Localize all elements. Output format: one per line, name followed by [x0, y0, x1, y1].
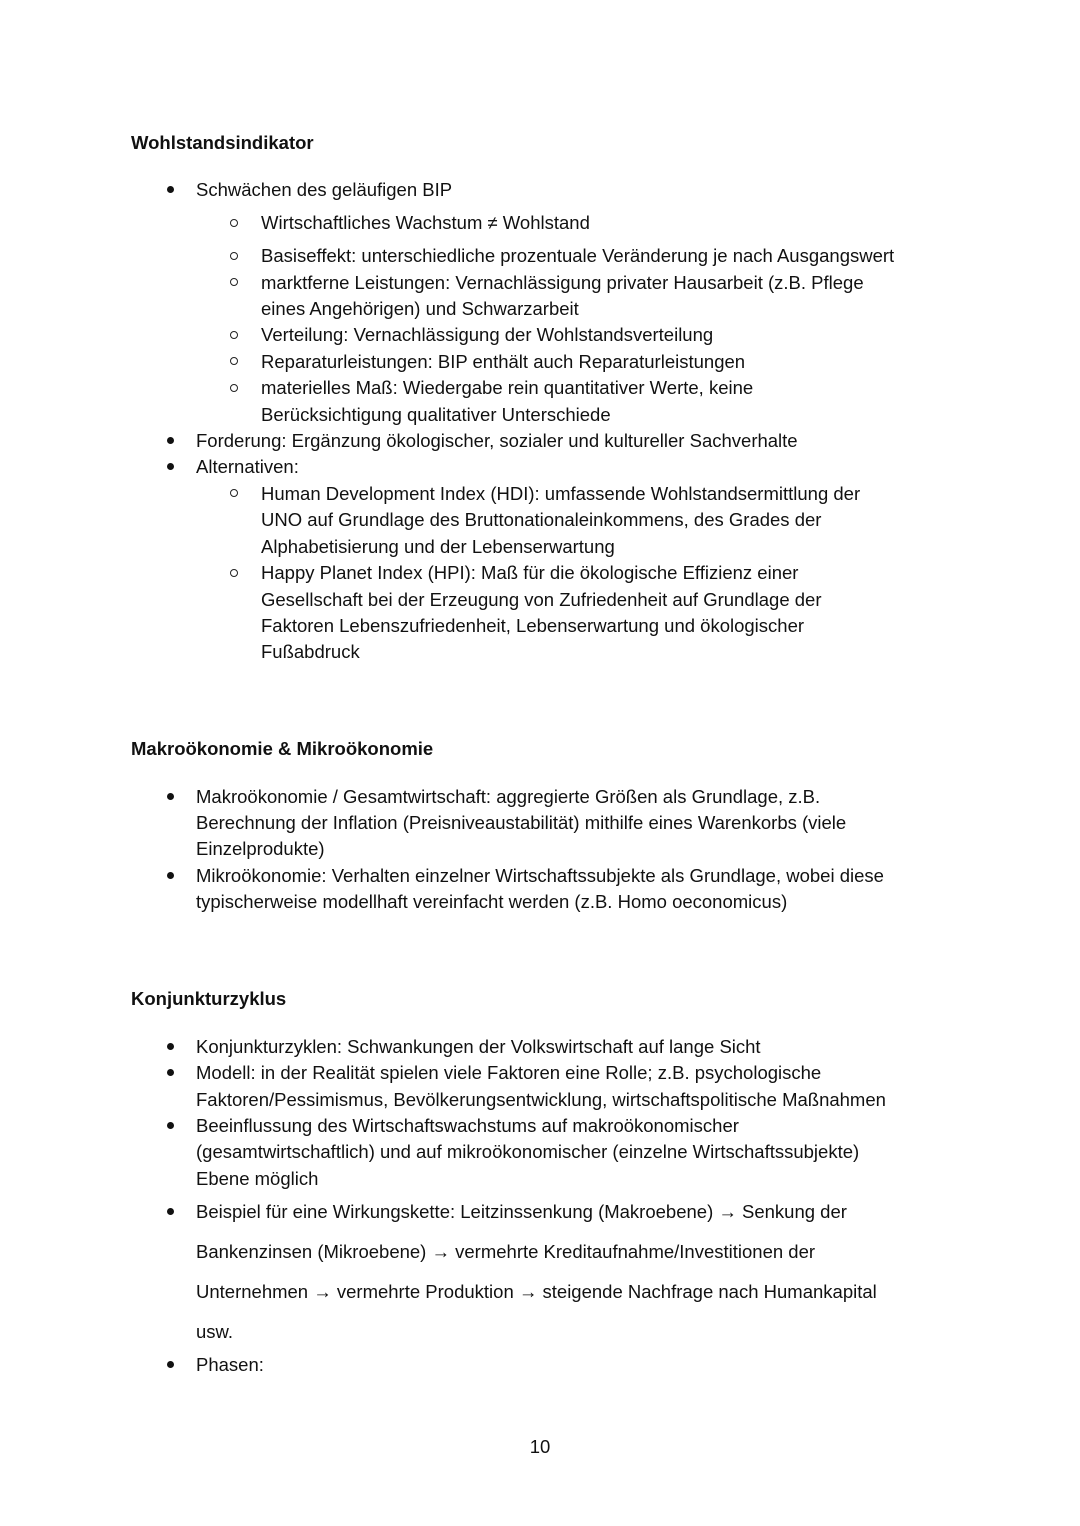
section-heading-konjunkturzyklus: Konjunkturzyklus	[131, 988, 287, 1009]
sub-list-item-continued: Faktoren Lebenszufriedenheit, Lebenserwartung und ökologischer	[261, 615, 805, 636]
sub-bullet-icon	[230, 384, 238, 392]
section-heading-makro-mikro: Makroökonomie & Mikroökonomie	[131, 738, 434, 759]
sub-bullet-icon	[230, 489, 238, 497]
bullet-icon	[167, 793, 174, 800]
bullet-icon	[167, 1069, 174, 1076]
list-item-continued: (gesamtwirtschaftlich) und auf mikroökonomischer (einzelne Wirtschaftssubjekte)	[196, 1141, 860, 1162]
list-item-continued: usw.	[196, 1321, 234, 1342]
bullet-icon	[167, 872, 174, 879]
page-number: 10	[529, 1436, 551, 1457]
sub-list-item: marktferne Leistungen: Vernachlässigung privater Hausarbeit (z.B. Pflege	[261, 272, 864, 293]
list-item: Forderung: Ergänzung ökologischer, sozialer und kultureller Sachverhalte	[196, 430, 798, 451]
sub-list-item: Reparaturleistungen: BIP enthält auch Reparaturleistungen	[261, 351, 746, 372]
list-item-continued: Einzelprodukte)	[196, 838, 325, 859]
list-item: Makroökonomie / Gesamtwirtschaft: aggregierte Größen als Grundlage, z.B.	[196, 786, 821, 807]
sub-bullet-icon	[230, 252, 238, 260]
sub-list-item: Human Development Index (HDI): umfassende Wohlstandsermittlung der	[261, 483, 861, 504]
bullet-icon	[167, 1208, 174, 1215]
sub-list-item: Wirtschaftliches Wachstum ≠ Wohlstand	[261, 212, 590, 233]
list-item: Phasen:	[196, 1354, 264, 1375]
bullet-icon	[167, 437, 174, 444]
bullet-icon	[167, 1361, 174, 1368]
list-item: Modell: in der Realität spielen viele Faktoren eine Rolle; z.B. psychologische	[196, 1062, 822, 1083]
list-item-continued: Ebene möglich	[196, 1168, 319, 1189]
sub-list-item-continued: Alphabetisierung und der Lebenserwartung	[261, 536, 615, 557]
list-item-continued: Berechnung der Inflation (Preisniveaustabilität) mithilfe eines Warenkorbs (viele	[196, 812, 847, 833]
sub-bullet-icon	[230, 331, 238, 339]
sub-list-item-continued: Gesellschaft bei der Erzeugung von Zufriedenheit auf Grundlage der	[261, 589, 822, 610]
list-item: Konjunkturzyklen: Schwankungen der Volkswirtschaft auf lange Sicht	[196, 1036, 761, 1057]
list-item-continued: Bankenzinsen (Mikroebene) → vermehrte Kreditaufnahme/Investitionen der	[196, 1241, 816, 1262]
list-item-continued: Faktoren/Pessimismus, Bevölkerungsentwicklung, wirtschaftspolitische Maßnahmen	[196, 1089, 886, 1110]
list-item-continued: typischerweise modellhaft vereinfacht werden (z.B. Homo oeconomicus)	[196, 891, 788, 912]
section-heading-wohlstandsindikator: Wohlstandsindikator	[131, 132, 314, 153]
sub-list-item-continued: UNO auf Grundlage des Bruttonationaleinkommens, des Grades der	[261, 509, 822, 530]
bullet-icon	[167, 1043, 174, 1050]
sub-bullet-icon	[230, 219, 238, 227]
sub-list-item-continued: Fußabdruck	[261, 641, 360, 662]
bullet-icon	[167, 186, 174, 193]
sub-bullet-icon	[230, 278, 238, 286]
sub-list-item-continued: eines Angehörigen) und Schwarzarbeit	[261, 298, 579, 319]
bullet-icon	[167, 1122, 174, 1129]
sub-list-item-continued: Berücksichtigung qualitativer Unterschiede	[261, 404, 611, 425]
sub-list-item: materielles Maß: Wiedergabe rein quantitativer Werte, keine	[261, 377, 754, 398]
sub-list-item: Happy Planet Index (HPI): Maß für die ökologische Effizienz einer	[261, 562, 799, 583]
list-item: Schwächen des geläufigen BIP	[196, 179, 453, 200]
sub-list-item: Basiseffekt: unterschiedliche prozentuale Veränderung je nach Ausgangswert	[261, 245, 895, 266]
sub-bullet-icon	[230, 357, 238, 365]
list-item: Beispiel für eine Wirkungskette: Leitzinssenkung (Makroebene) → Senkung der	[196, 1201, 847, 1222]
list-item: Beeinflussung des Wirtschaftswachstums auf makroökonomischer	[196, 1115, 739, 1136]
bullet-icon	[167, 463, 174, 470]
list-item-continued: Unternehmen → vermehrte Produktion → steigende Nachfrage nach Humankapital	[196, 1281, 877, 1302]
sub-list-item: Verteilung: Vernachlässigung der Wohlstandsverteilung	[261, 324, 714, 345]
list-item: Alternativen:	[196, 456, 299, 477]
sub-bullet-icon	[230, 569, 238, 577]
list-item: Mikroökonomie: Verhalten einzelner Wirtschaftssubjekte als Grundlage, wobei diese	[196, 865, 884, 886]
